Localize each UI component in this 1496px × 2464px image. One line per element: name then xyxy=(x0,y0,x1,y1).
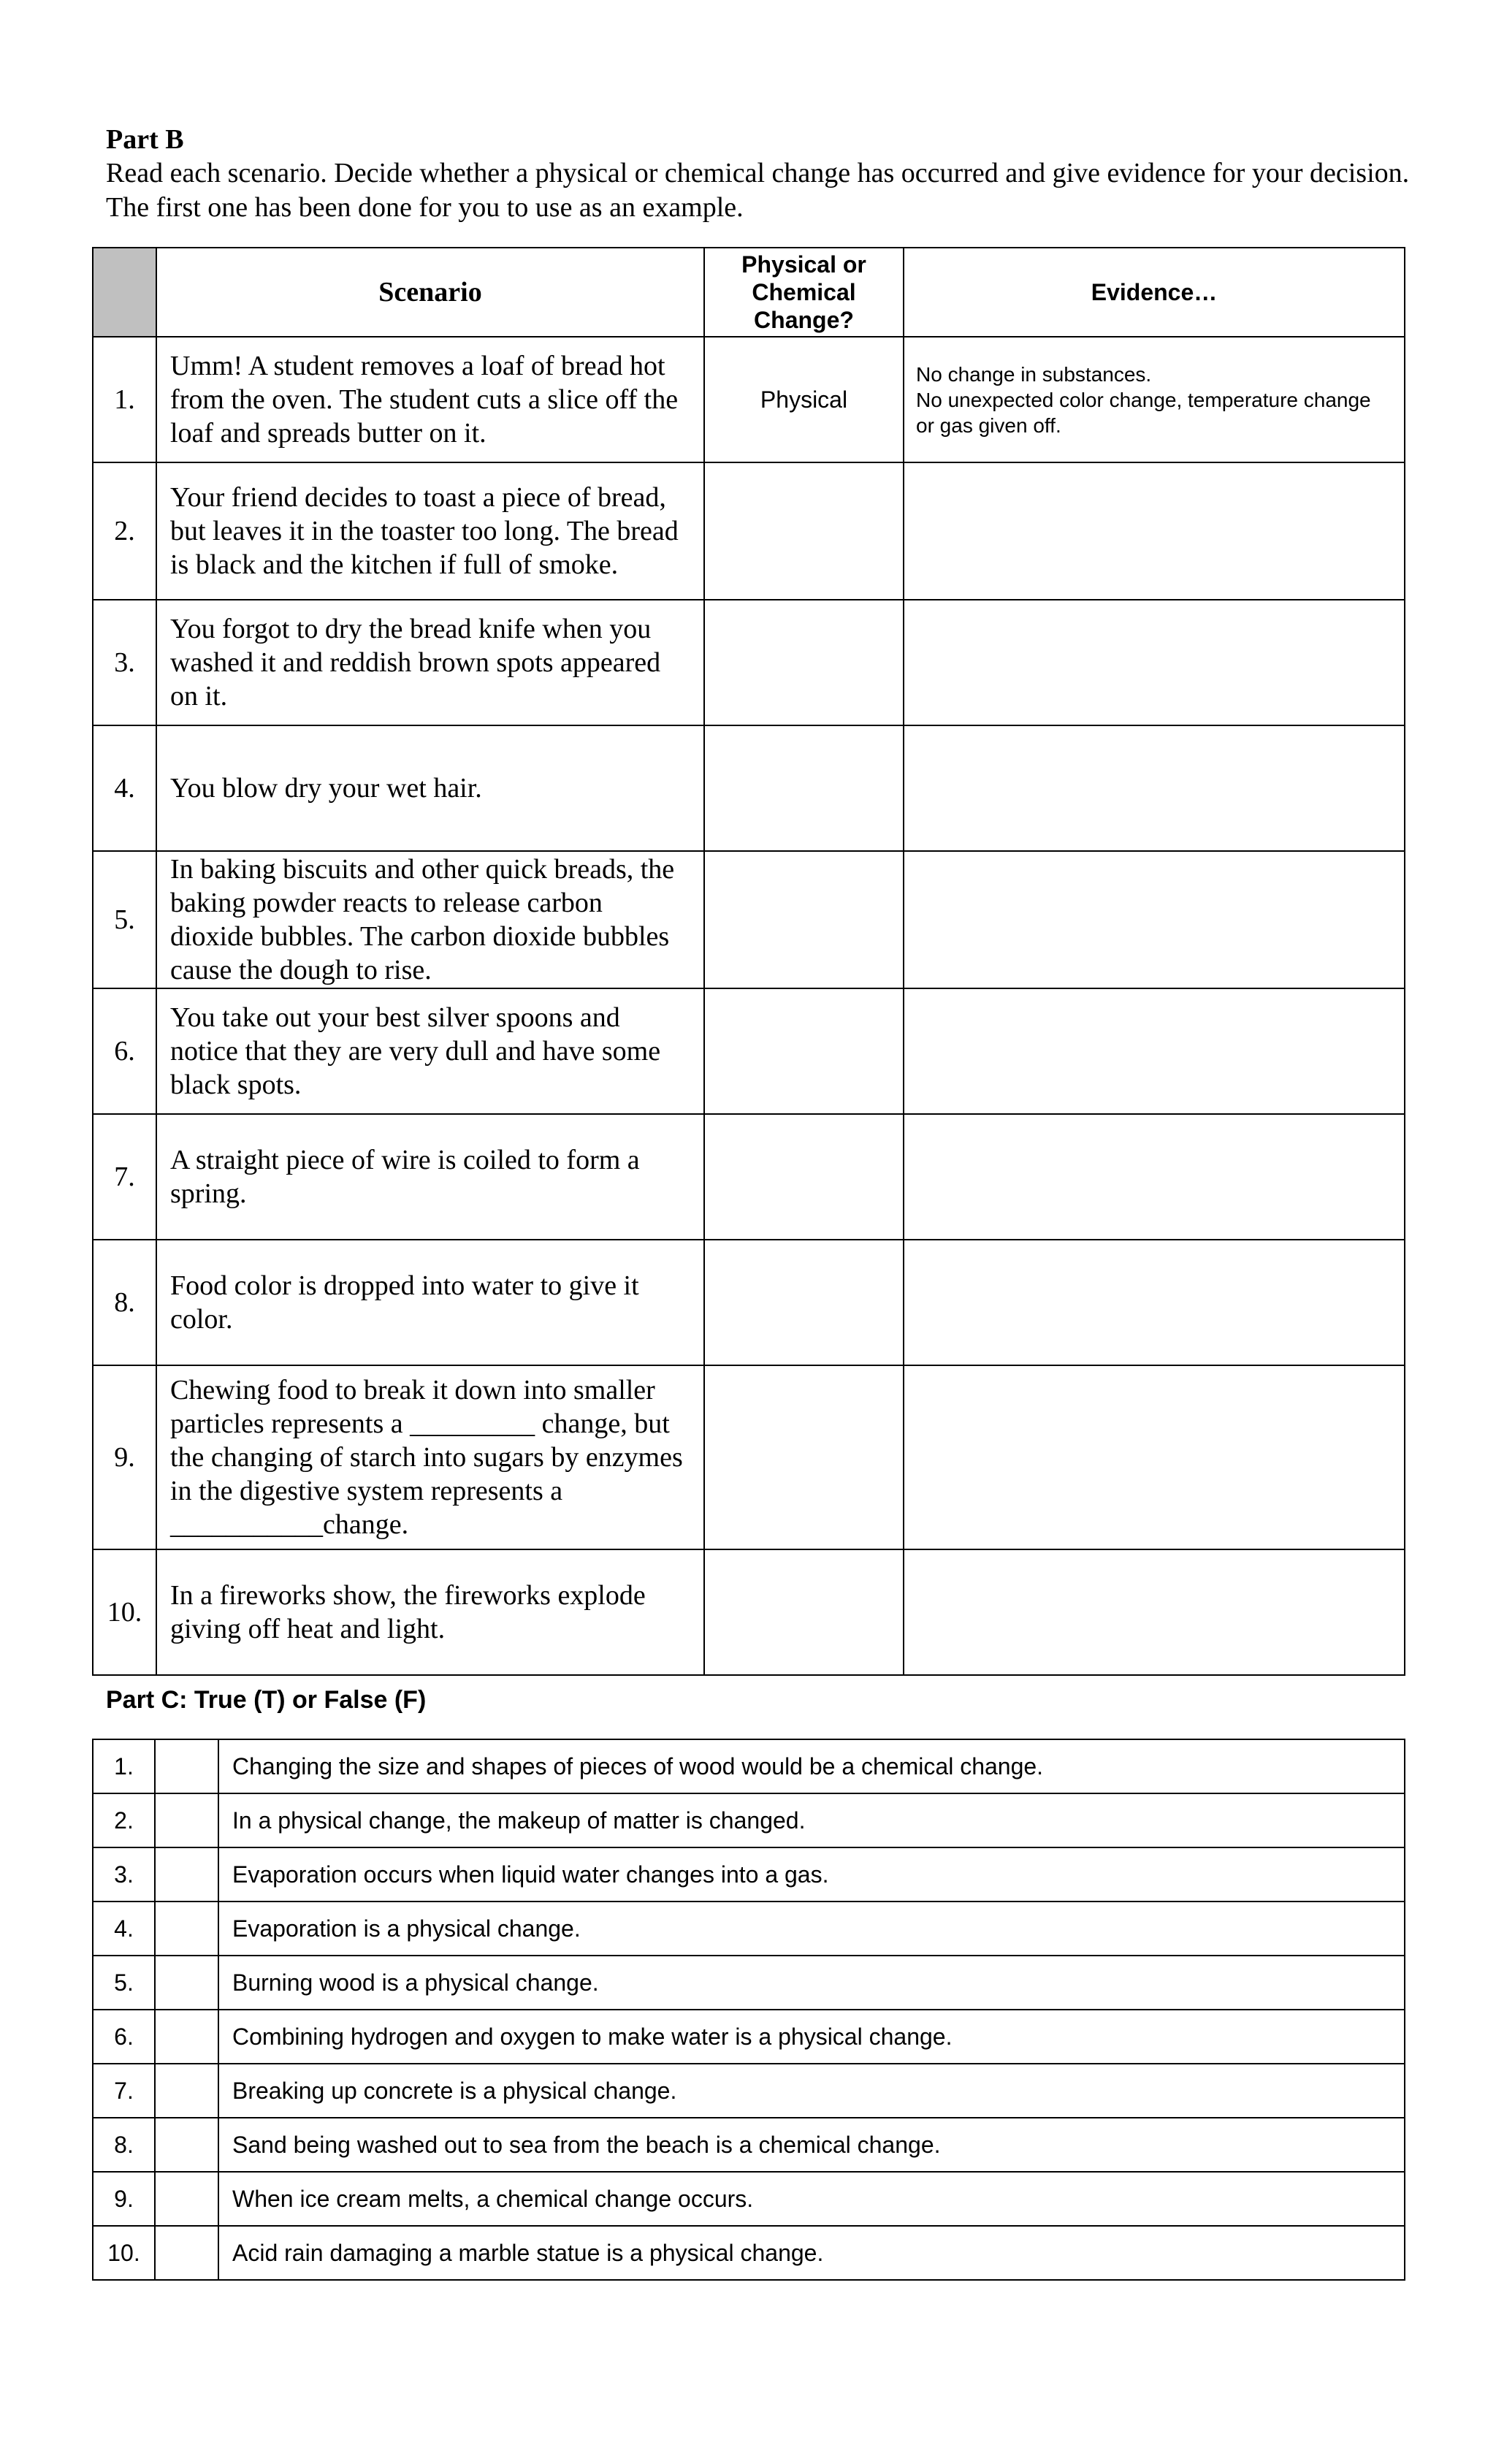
change-answer-cell[interactable] xyxy=(704,462,904,600)
scenario-table xyxy=(92,247,1405,1676)
change-answer-cell[interactable] xyxy=(704,1240,904,1365)
tf-row xyxy=(93,2118,1405,2172)
tf-statement: Burning wood is a physical change. xyxy=(218,1956,1405,2010)
scenario-number: 10. xyxy=(93,1549,156,1675)
scenario-row xyxy=(93,851,1405,988)
evidence-cell[interactable] xyxy=(904,988,1405,1114)
tf-number: 10. xyxy=(93,2226,155,2280)
tf-answer-cell[interactable] xyxy=(155,2226,218,2280)
evidence-cell[interactable] xyxy=(904,337,1405,462)
tf-number: 1. xyxy=(93,1739,155,1793)
evidence-cell[interactable] xyxy=(904,462,1405,600)
header-change-line: Change? xyxy=(754,307,854,333)
change-answer-cell[interactable] xyxy=(704,988,904,1114)
change-answer-cell[interactable] xyxy=(704,1549,904,1675)
tf-number: 4. xyxy=(93,1902,155,1956)
tf-statement: In a physical change, the makeup of matter is changed. xyxy=(218,1793,1405,1847)
scenario-text: Chewing food to break it down into smaller particles represents a _________ change, but the changing of starch into sugars by enzymes in the digestive system represents a ___________change. xyxy=(156,1365,704,1549)
evidence-line: No change in substances. xyxy=(916,362,1152,386)
change-answer-cell[interactable] xyxy=(704,1114,904,1240)
scenario-number: 2. xyxy=(93,462,156,600)
evidence-cell[interactable] xyxy=(904,1240,1405,1365)
scenario-number: 8. xyxy=(93,1240,156,1365)
scenario-row xyxy=(93,1114,1405,1240)
change-answer-cell[interactable] xyxy=(704,725,904,851)
scenario-number: 6. xyxy=(93,988,156,1114)
tf-row xyxy=(93,2172,1405,2226)
tf-number: 5. xyxy=(93,1956,155,2010)
scenario-text: Your friend decides to toast a piece of bread, but leaves it in the toaster too long. The bread is black and the kitchen if full of smoke. xyxy=(156,462,704,600)
tf-answer-cell[interactable] xyxy=(155,1739,218,1793)
header-scenario: Scenario xyxy=(156,248,704,337)
scenario-row xyxy=(93,725,1405,851)
tf-number: 7. xyxy=(93,2064,155,2118)
scenario-number: 5. xyxy=(93,851,156,988)
true-false-table xyxy=(92,1739,1405,2281)
scenario-number: 3. xyxy=(93,600,156,725)
scenario-number: 9. xyxy=(93,1365,156,1549)
change-answer-cell[interactable]: Physical xyxy=(704,337,904,462)
tf-number: 8. xyxy=(93,2118,155,2172)
scenario-row xyxy=(93,1240,1405,1365)
scenario-text: A straight piece of wire is coiled to form a spring. xyxy=(156,1114,704,1240)
tf-answer-cell[interactable] xyxy=(155,1956,218,2010)
evidence-cell[interactable] xyxy=(904,600,1405,725)
tf-statement: Changing the size and shapes of pieces of wood would be a chemical change. xyxy=(218,1739,1405,1793)
tf-row xyxy=(93,1847,1405,1902)
scenario-text: In baking biscuits and other quick breads, the baking powder reacts to release carbon dioxide bubbles. The carbon dioxide bubbles cause the dough to rise. xyxy=(156,851,704,988)
tf-answer-cell[interactable] xyxy=(155,2010,218,2064)
tf-answer-cell[interactable] xyxy=(155,1902,218,1956)
tf-row xyxy=(93,1739,1405,1793)
tf-row xyxy=(93,2064,1405,2118)
scenario-text: You take out your best silver spoons and notice that they are very dull and have some black spots. xyxy=(156,988,704,1114)
scenario-row xyxy=(93,988,1405,1114)
tf-statement: Acid rain damaging a marble statue is a physical change. xyxy=(218,2226,1405,2280)
scenario-row xyxy=(93,1549,1405,1675)
scenario-text: You forgot to dry the bread knife when you washed it and reddish brown spots appeared on it. xyxy=(156,600,704,725)
header-change-type xyxy=(704,248,904,337)
tf-row xyxy=(93,1793,1405,1847)
change-answer-cell[interactable] xyxy=(704,851,904,988)
tf-row xyxy=(93,1956,1405,2010)
tf-statement: When ice cream melts, a chemical change occurs. xyxy=(218,2172,1405,2226)
tf-answer-cell[interactable] xyxy=(155,1793,218,1847)
tf-answer-cell[interactable] xyxy=(155,2118,218,2172)
tf-number: 6. xyxy=(93,2010,155,2064)
tf-statement: Breaking up concrete is a physical change. xyxy=(218,2064,1405,2118)
change-answer-cell[interactable] xyxy=(704,1365,904,1549)
part-b-instructions: Read each scenario. Decide whether a physical or chemical change has occurred and give evidence for your decision. The first one has been done for you to use as an example. xyxy=(106,158,1410,223)
scenario-header-row xyxy=(93,248,1405,337)
part-b-heading: Part B xyxy=(106,124,184,155)
tf-row xyxy=(93,2010,1405,2064)
header-change-line: Physical or xyxy=(741,251,866,278)
tf-number: 2. xyxy=(93,1793,155,1847)
part-c-heading: Part C: True (T) or False (F) xyxy=(106,1686,427,1714)
evidence-cell[interactable] xyxy=(904,725,1405,851)
header-change-line: Chemical xyxy=(752,279,856,305)
tf-statement: Sand being washed out to sea from the beach is a chemical change. xyxy=(218,2118,1405,2172)
scenario-row xyxy=(93,1365,1405,1549)
evidence-cell[interactable] xyxy=(904,851,1405,988)
tf-statement: Evaporation is a physical change. xyxy=(218,1902,1405,1956)
evidence-cell[interactable] xyxy=(904,1114,1405,1240)
evidence-cell[interactable] xyxy=(904,1365,1405,1549)
scenario-row xyxy=(93,462,1405,600)
scenario-number: 1. xyxy=(93,337,156,462)
tf-number: 3. xyxy=(93,1847,155,1902)
scenario-text: Food color is dropped into water to give it color. xyxy=(156,1240,704,1365)
tf-row xyxy=(93,2226,1405,2280)
tf-answer-cell[interactable] xyxy=(155,1847,218,1902)
header-evidence: Evidence… xyxy=(904,248,1405,337)
scenario-text: Umm! A student removes a loaf of bread hot from the oven. The student cuts a slice off the loaf and spreads butter on it. xyxy=(156,337,704,462)
scenario-row xyxy=(93,600,1405,725)
tf-statement: Combining hydrogen and oxygen to make water is a physical change. xyxy=(218,2010,1405,2064)
tf-row xyxy=(93,1902,1405,1956)
tf-answer-cell[interactable] xyxy=(155,2064,218,2118)
scenario-text: You blow dry your wet hair. xyxy=(156,725,704,851)
header-corner-cell xyxy=(93,248,156,337)
tf-answer-cell[interactable] xyxy=(155,2172,218,2226)
scenario-number: 7. xyxy=(93,1114,156,1240)
evidence-cell[interactable] xyxy=(904,1549,1405,1675)
scenario-row xyxy=(93,337,1405,462)
scenario-number: 4. xyxy=(93,725,156,851)
scenario-text: In a fireworks show, the fireworks explode giving off heat and light. xyxy=(156,1549,704,1675)
tf-statement: Evaporation occurs when liquid water changes into a gas. xyxy=(218,1847,1405,1902)
change-answer-cell[interactable] xyxy=(704,600,904,725)
tf-number: 9. xyxy=(93,2172,155,2226)
evidence-line: No unexpected color change, temperature change or gas given off. xyxy=(916,388,1371,437)
